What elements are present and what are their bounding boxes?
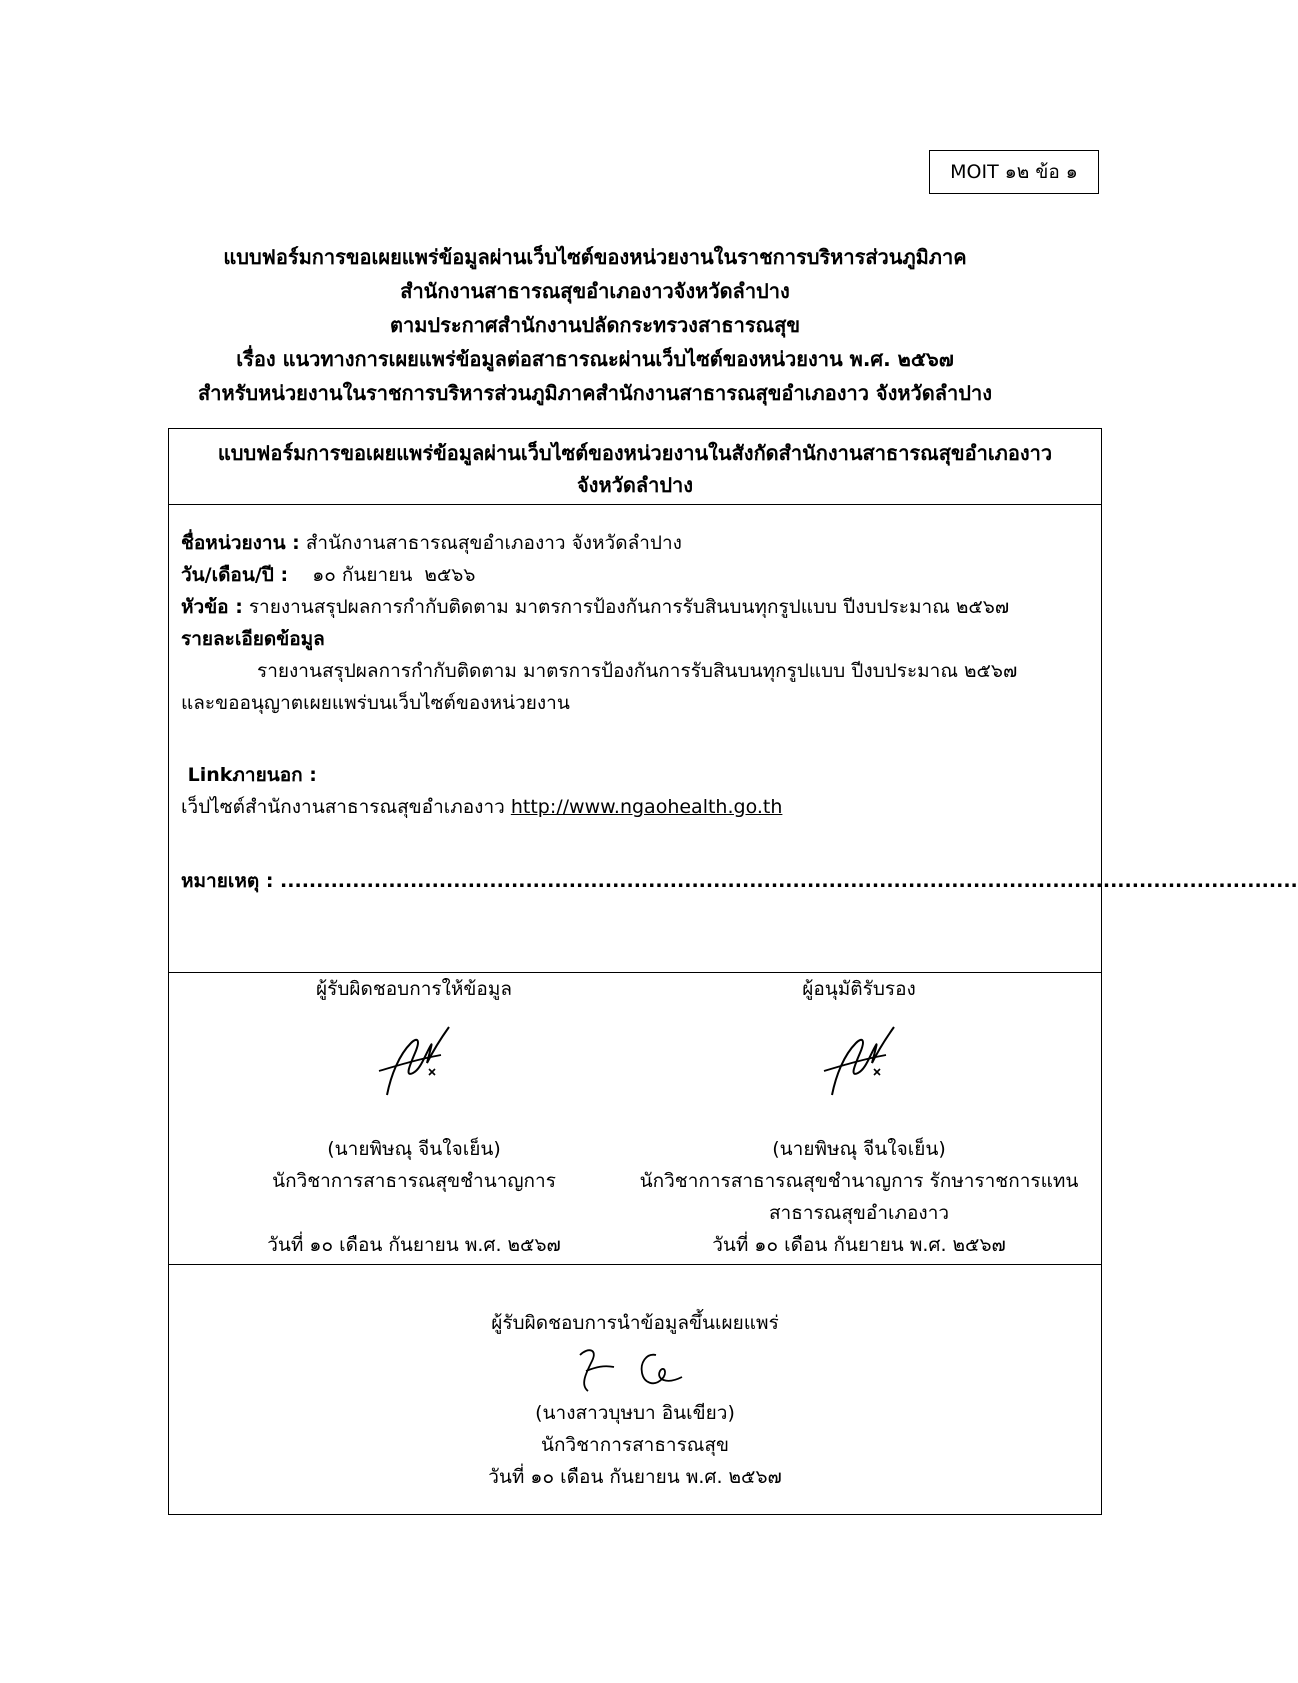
note-row (181, 865, 1298, 897)
left-name: (นายพิษณุ จีนใจเย็น) (327, 1138, 501, 1160)
signature-mark-publisher (570, 1341, 700, 1397)
left-signature (209, 1005, 619, 1133)
date-label: วัน/เดือน/ปี : (181, 564, 289, 586)
publisher-signature (169, 1265, 1101, 1515)
unit-row (181, 527, 1089, 559)
detail-line-2: และขออนุญาตเผยแพร่บนเว็บไซต์ของหน่วยงาน (181, 692, 570, 714)
signature-block-right (629, 973, 1089, 1261)
header-line-5: สำหรับหน่วยงานในราชการบริหารส่วนภูมิภาคสำนักงานสาธารณสุขอำเภองาว จังหวัดลำปาง (198, 381, 992, 405)
topic-label: หัวข้อ : (181, 596, 243, 618)
signature-mark-left (369, 1015, 459, 1105)
external-link-label: Linkภายนอก : (181, 764, 317, 786)
form-title-line-1: แบบฟอร์มการขอเผยแพร่ข้อมูลผ่านเว็บไซต์ของหน่วยงานในสังกัดสำนักงานสาธารณสุขอำเภองาว (217, 441, 1053, 465)
note-dots: ............................................................................................................................................. (280, 870, 1298, 892)
detail-line-1: รายงานสรุปผลการกำกับติดตาม มาตรการป้องกันการรับสินบนทุกรูปแบบ ปีงบประมาณ ๒๕๖๗ (257, 660, 1018, 682)
unit-label: ชื่อหน่วยงาน : (181, 532, 300, 554)
unit-value: สำนักงานสาธารณสุขอำเภองาว จังหวัดลำปาง (299, 532, 682, 554)
publisher-role: ผู้รับผิดชอบการนำข้อมูลขึ้นเผยแพร่ (491, 1312, 779, 1334)
date-row (181, 559, 1089, 591)
header-line-4: เรื่อง แนวทางการเผยแพร่ข้อมูลต่อสาธารณะผ่านเว็บไซต์ของหน่วยงาน พ.ศ. ๒๕๖๗ (236, 347, 954, 371)
right-role: ผู้อนุมัติรับรอง (802, 978, 916, 1000)
website-row (181, 791, 1089, 823)
approval-signatures (169, 973, 1101, 1265)
form-body (169, 505, 1298, 973)
signature-mark-right (814, 1015, 904, 1105)
topic-value: รายงานสรุปผลการกำกับติดตาม มาตรการป้องกันการรับสินบนทุกรูปแบบ ปีงบประมาณ ๒๕๖๗ (242, 596, 1010, 618)
left-position: นักวิชาการสาธารณสุขชำนาญการ (272, 1170, 556, 1192)
website-text: เว็ปไซต์สำนักงานสาธารณสุขอำเภองาว (181, 796, 511, 818)
right-signature (629, 1005, 1089, 1133)
document-header (150, 240, 1040, 410)
header-line-2: สำนักงานสาธารณสุขอำเภองาวจังหวัดลำปาง (400, 279, 790, 303)
topic-row (181, 591, 1089, 623)
form-title (169, 429, 1101, 505)
left-date: วันที่ ๑๐ เดือน กันยายน พ.ศ. ๒๕๖๗ (267, 1234, 561, 1256)
document-code: MOIT ๑๒ ข้อ ๑ (929, 150, 1099, 194)
right-date: วันที่ ๑๐ เดือน กันยายน พ.ศ. ๒๕๖๗ (712, 1234, 1006, 1256)
left-role: ผู้รับผิดชอบการให้ข้อมูล (316, 978, 512, 1000)
header-line-3: ตามประกาศสำนักงานปลัดกระทรวงสาธารณสุข (389, 313, 800, 337)
form-table (168, 428, 1298, 1515)
right-position-line-2: สาธารณสุขอำเภองาว (768, 1202, 950, 1224)
website-link[interactable]: http://www.ngaohealth.go.th (510, 796, 783, 818)
signature-block-left (209, 973, 619, 1261)
publisher-name: (นางสาวบุษบา อินเขียว) (535, 1402, 735, 1424)
note-label: หมายเหตุ : (181, 870, 281, 892)
detail-label: รายละเอียดข้อมูล (181, 628, 325, 650)
right-name: (นายพิษณุ จีนใจเย็น) (772, 1138, 946, 1160)
publisher-position: นักวิชาการสาธารณสุข (540, 1434, 730, 1456)
header-line-1: แบบฟอร์มการขอเผยแพร่ข้อมูลผ่านเว็บไซต์ของหน่วยงานในราชการบริหารส่วนภูมิภาค (223, 245, 967, 269)
publisher-signature-image (169, 1339, 1101, 1397)
form-title-line-2: จังหวัดลำปาง (576, 473, 694, 497)
right-position-line-1: นักวิชาการสาธารณสุขชำนาญการ รักษาราชการแทน (639, 1170, 1079, 1192)
date-value: ๑๐ กันยายน ๒๕๖๖ (288, 564, 476, 586)
publisher-date: วันที่ ๑๐ เดือน กันยายน พ.ศ. ๒๕๖๗ (488, 1466, 782, 1488)
